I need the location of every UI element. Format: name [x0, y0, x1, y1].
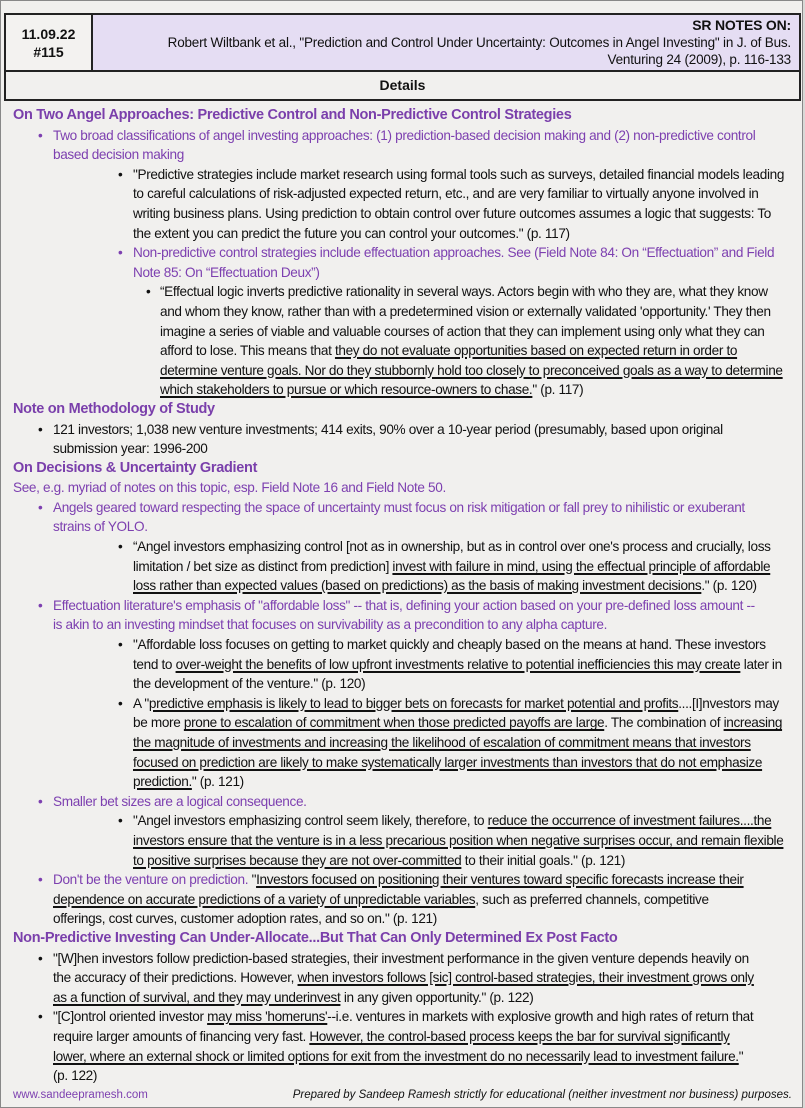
text-segment: "Angel investors emphasizing control seem likely, therefore, to [133, 813, 488, 829]
section-heading: Non-Predictive Investing Can Under-Allocate...But That Can Only Determined Ex Post Facto [13, 929, 618, 946]
bullet-icon: • [146, 284, 151, 300]
bullet-item [1, 420, 801, 459]
text-segment: Effectuation literature's emphasis of "affordable loss" -- that is, defining your action based on your pre-defined loss amount -- is akin to an investing mindset that focuses on survivability as a precondition to any alpha capture. [53, 597, 755, 633]
bullet-icon: • [38, 1009, 43, 1025]
text-segment: "[C]ontrol oriented investor [53, 1009, 208, 1025]
text-segment: 121 investors; 1,038 new venture investments; 414 exits, 90% over a 10-year period (presumably, based upon original submission year: 1996-200 [53, 421, 723, 457]
text-segment: " [251, 872, 257, 888]
bullet-icon: • [38, 950, 43, 966]
bullet-icon: • [38, 597, 43, 613]
underlined-quote: predictive emphasis is likely to lead to bigger bets on forecasts for market potential and profits [148, 695, 679, 711]
bullet-icon: • [118, 245, 123, 261]
text-segment: Non-predictive control strategies include effectuation approaches. See (Field Note 84: On “Effectuation” and Field Note 85: On “Effectuation Deux”) [133, 245, 775, 280]
bullet-icon: • [38, 499, 43, 515]
underlined-quote: reduce the occurrence of investment failures....the investors ensure that the venture is in a less precarious position when negative surprises occur, and remain flexible to positive surprises because they are not over-committed [133, 813, 784, 868]
text-segment: See, e.g. myriad of notes on this topic, esp. Field Note 16 and Field Note 50. [13, 480, 446, 496]
footer [1, 1086, 802, 1107]
bullet-item [1, 243, 801, 282]
bullet-item [1, 792, 801, 812]
text-segment: "Predictive strategies include market research using formal tools such as surveys, detailed financial models leading to careful calculations of risk-adjusted expected return, etc., and are very familiar to virtually anyone involved in writing business plans. Using prediction to obtain control over future outcomes assumes a logic that suggests: To the extent you can predict the future you can control your outcomes." (p. 117) [133, 166, 785, 241]
bullet-icon: • [38, 872, 43, 888]
bullet-icon: • [38, 793, 43, 809]
underlined-quote: invest with failure in mind, using the effectual principle of affordable loss rather than expected values (based on predictions) as the basis of making investment decisions [133, 558, 771, 594]
text-segment: “Effectual logic inverts predictive rationality in several ways. Actors begin with who they are, what they know and whom they know, rather than with a predetermined vision or externally validated 'opportunity.' They then imagine a series of viable and valuable courses of action that they can implement using only what they can afford to lose. This means that [160, 284, 771, 359]
text-segment: to their initial goals." (p. 121) [461, 852, 626, 868]
underlined-quote: they do not evaluate opportunities based on expected return in order to determine venture goals. Nor do they stubbornly hold too closely to preconceived goals as a way to determine which stakeholders to pursue or which resource-owners to chase. [160, 343, 783, 398]
text-segment: "Affordable loss focuses on getting to market quickly and cheaply based on the means at hand. These investors tend to [133, 637, 766, 672]
disclaimer: Prepared by Sandeep Ramesh strictly for educational (neither investment nor business) purposes. [292, 1088, 792, 1101]
text-segment: in any given opportunity." (p. 122) [340, 989, 534, 1005]
notes-title: SR NOTES ON: [692, 17, 791, 33]
bullet-icon: • [118, 813, 123, 829]
text-segment: Two broad classifications of angel investing approaches: (1) prediction-based decision making and (2) non-predictive control based decision making [53, 127, 756, 163]
header-box [4, 13, 801, 72]
website-link[interactable]: www.sandeepramesh.com [13, 1088, 148, 1101]
citation-line-2: Venturing 24 (2009), p. 116-133 [607, 52, 791, 67]
text-segment: --i.e. ventures in markets with explosive growth and high rates of return that require larger amounts of financing very fast. [53, 1009, 754, 1044]
bullet-icon: • [118, 637, 123, 653]
bullet-item [1, 537, 801, 596]
bullet-icon: • [38, 421, 43, 437]
bullet-item [1, 126, 801, 165]
underlined-quote: prone to escalation of commitment when those predicted payoffs are large [183, 715, 605, 731]
underlined-quote: However, the control-based process keeps the bar for survival significantly lower, where an external shock or limited options for exit from the investment do no necessarily lead to investment failure. [53, 1028, 739, 1064]
text-segment: ....[I]nvestors may be more [133, 695, 779, 731]
text-segment: ." (p. 120) [701, 578, 757, 594]
text-segment: Smaller bet sizes are a logical consequence. [53, 793, 307, 809]
bullet-item [1, 811, 801, 870]
details-heading: Details [4, 72, 801, 101]
underlined-quote: increasing the magnitude of investments and increasing the likelihood of escalation of commitment means that investors focused on prediction are likely to make systematically larger investments than investors that do not emphasize prediction. [133, 715, 783, 790]
text-segment: , such as preferred channels, competitive offerings, cost curves, customer adoption rates, and so on." (p. 121) [53, 891, 709, 927]
text-segment: "[W]hen investors follow prediction-based strategies, their investment performance in the given venture depends heavily on the accuracy of their predictions. However, [53, 950, 749, 986]
bullet-item [1, 165, 801, 243]
bullet-item [1, 635, 801, 694]
notes-content [1, 101, 801, 1086]
underlined-quote: may miss 'homeruns' [207, 1009, 328, 1025]
underlined-quote: Investors focused on positioning their ventures toward specific forecasts increase their dependence on accurate predictions of a variety of unpredictable variables [53, 872, 744, 907]
bullet-item [1, 870, 801, 929]
citation-line-1: Robert Wiltbank et al., "Prediction and Control Under Uncertainty: Outcomes in Angel Investing" in J. of Bus. [167, 35, 791, 50]
section-heading: On Two Angel Approaches: Predictive Control and Non-Predictive Control Strategies [13, 107, 572, 123]
text-segment: " (p. 122) [53, 1048, 744, 1084]
bullet-item [1, 282, 801, 400]
citation-cell [93, 15, 799, 70]
note-number: #115 [33, 43, 64, 60]
bullet-item [1, 596, 801, 635]
text-segment: " (p. 117) [532, 382, 584, 398]
bullet-icon: • [118, 539, 123, 555]
bullet-item [1, 498, 801, 537]
bullet-item [1, 694, 801, 792]
note-paragraph [1, 478, 801, 498]
section-heading: On Decisions & Uncertainty Gradient [13, 459, 258, 476]
underlined-quote: when investors follows [sic] control-based strategies, their investment grows only as a function of survival, and they may underinvest [53, 970, 754, 1005]
bullet-icon: • [118, 695, 123, 711]
text-segment: “Angel investors emphasizing control [not as in ownership, but as in control over one's process and crucially, loss limitation / bet size as distinct from prediction] [133, 539, 771, 574]
bullet-icon: • [38, 127, 43, 143]
note-id-cell [6, 15, 93, 70]
text-segment: " (p. 121) [191, 774, 244, 790]
note-date: 11.09.22 [21, 25, 76, 42]
text-segment: Don't be the venture on prediction. [53, 872, 252, 888]
text-segment: . The combination of [604, 715, 724, 731]
text-segment: A " [133, 695, 149, 711]
underlined-quote: over-weight the benefits of low upfront investments relative to potential inefficiencies this may create [175, 656, 741, 672]
text-segment: Angels geared toward respecting the space of uncertainty must focus on risk mitigation or fall prey to nihilistic or exuberant strains of YOLO. [53, 499, 745, 535]
bullet-icon: • [118, 166, 123, 182]
text-segment: later in the development of the venture." (p. 120) [133, 656, 782, 692]
section-heading: Note on Methodology of Study [13, 400, 215, 417]
bullet-item [1, 949, 801, 1008]
